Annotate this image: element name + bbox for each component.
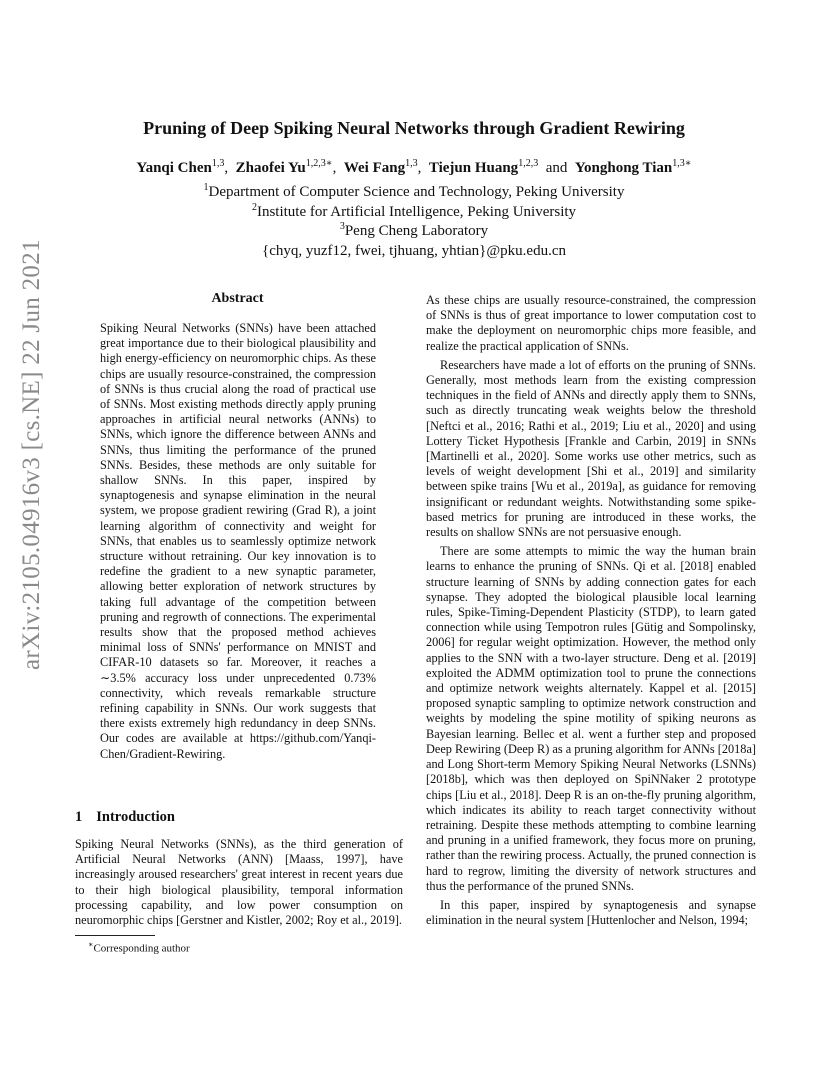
author-list (0, 158, 828, 177)
section-title: Introduction (96, 809, 175, 825)
footnote-text: Corresponding author (93, 942, 190, 955)
affiliation-text: Institute for Artificial Intelligence, Peking University (256, 204, 577, 220)
author-affiliation-marker: 1,3 (211, 158, 225, 169)
affiliation-marker: 2 (251, 202, 257, 213)
affiliation (0, 202, 828, 221)
section-number: 1 (75, 809, 83, 825)
body-paragraph: Researchers have made a lot of efforts on the pruning of SNNs. Generally, most methods learn from the existing compression techniques in the field of ANNs and directly apply them to SNNs, such as directly truncating weak weights below the threshold [Neftci et al., 2016; Rathi et al., 2019; Liu et al., 2020] and using Lottery Ticket Hypothesis [Frankle and Carbin, 2019] in SNNs [Martinelli et al., 2020]. Some works use other metrics, such as levels of weight development [Shi et al., 2019] and similarity between spike trains [Wu et al., 2019a], as guidance for removing insignificant or redundant weights. Notwithstanding some spike-based metrics for pruning are introduced in these works, the results on shallow SNNs are not persuasive enough. (426, 357, 756, 540)
author-name: Tiejun Huang (428, 160, 519, 176)
footnote-marker: ∗ (88, 940, 94, 949)
affiliation-marker: 1 (203, 182, 209, 193)
introduction-body (75, 837, 403, 928)
affiliation-text: Department of Computer Science and Technology, Peking University (208, 184, 625, 200)
author-name: Zhaofei Yu (235, 160, 306, 176)
section-heading (75, 809, 175, 826)
body-paragraph: In this paper, inspired by synaptogenesis and synapse elimination in the neural system [Huttenlocher and Nelson, 1994; (426, 897, 756, 928)
body-paragraph: As these chips are usually resource-constrained, the compression of SNNs is thus of great importance to lower computation cost to make the deployment on neuromorphic chips more feasible, and realize the practical application of SNNs. (426, 293, 756, 353)
author-affiliation-marker: 1,3∗ (672, 158, 692, 169)
author-emails: {chyq, yuzf12, fwei, tjhuang, yhtian}@pku.edu.cn (262, 243, 566, 259)
author-and: and (545, 160, 568, 176)
affiliation-marker: 3 (339, 221, 345, 232)
author-affiliation-marker: 1,2,3∗ (305, 158, 333, 169)
arxiv-identifier: arXiv:2105.04916v3 [cs.NE] 22 Jun 2021 (18, 239, 45, 670)
affiliation-text: Peng Cheng Laboratory (344, 223, 489, 239)
author-name: Wei Fang (343, 160, 406, 176)
affiliation (0, 221, 828, 240)
author-separator: , (332, 160, 337, 176)
author-separator: , (417, 160, 422, 176)
paper-title: Pruning of Deep Spiking Neural Networks through Gradient Rewiring (143, 118, 685, 138)
abstract-text: Spiking Neural Networks (SNNs) have been attached great importance due to their biological plausibility and high energy-efficiency on neuromorphic chips. As these chips are usually resource-constrained, the compression of SNNs is thus crucial along the road of practical use of SNNs. Most existing methods directly apply pruning approaches in artificial neural networks (ANNs) to SNNs, which ignore the difference between ANNs and SNNs, thus limiting the performance of the pruned SNNs. Besides, these methods are only suitable for shallow SNNs. In this paper, inspired by synaptogenesis and synapse elimination in the neural system, we propose gradient rewiring (Grad R), a joint learning algorithm of connectivity and weight for SNNs, that enables us to seamlessly optimize network structure without retraining. Our key innovation is to redefine the gradient to a new synaptic parameter, allowing better exploration of network structures by taking full advantage of the competition between pruning and regrowth of connections. The experimental results show that the proposed method achieves minimal loss of SNNs' performance on MNIST and CIFAR-10 datasets so far. Moreover, it reaches a ∼3.5% accuracy loss under unprecedented 0.73% connectivity, which reveals remarkable structure refining capability in SNNs. Our work suggests that there exists extremely high redundancy in deep SNNs. Our codes are available at https://github.com/Yanqi-Chen/Gradient-Rewiring. (100, 321, 376, 761)
author-name: Yonghong Tian (574, 160, 673, 176)
author-name: Yanqi Chen (136, 160, 212, 176)
footnote-rule (75, 935, 155, 936)
abstract-heading: Abstract (211, 291, 264, 306)
footnote (88, 940, 190, 955)
author-separator: , (224, 160, 229, 176)
author-affiliation-marker: 1,3 (405, 158, 418, 169)
right-column (426, 293, 756, 928)
body-paragraph: There are some attempts to mimic the way the human brain learns to enhance the pruning of SNNs. Qi et al. [2018] enabled structure learning of SNNs by adding connection gates for each synapse. They adopted the biological plausible local learning rules, Spike-Timing-Dependent Plasticity (STDP), to learn gated connection while using Tempotron rules [Gütig and Sompolinsky, 2006] for regular weight optimization. However, the method only applies to the SNN with a two-layer structure. Deng et al. [2019] exploited the ADMM optimization tool to prune the connections and optimize network weights alternately. Kappel et al. [2015] proposed synaptic sampling to optimize network construction and weights by modeling the spine motility of spiking neurons as Bayesian learning. Bellec et al. went a further step and proposed Deep Rewiring (Deep R) as a pruning algorithm for ANNs [2018a] and Long Short-term Memory Spiking Neural Networks (LSNNs) [2018b], which was then deployed on SpiNNaker 2 prototype chips [Liu et al., 2018]. Deep R is an on-the-fly pruning algorithm, which indicates its ability to reach target connectivity without retraining. Despite these methods attempting to combine learning and pruning in a unified framework, they focus more on pruning, rather than the rewiring process. Actually, the pruned connection is hard to regrow, limiting the diversity of network structures and thus the performance of the pruned SNNs. (426, 544, 756, 893)
author-affiliation-marker: 1,2,3 (518, 158, 539, 169)
abstract-body (100, 321, 376, 762)
body-paragraph: Spiking Neural Networks (SNNs), as the third generation of Artificial Neural Networks (ANN) [Maass, 1997], have increasingly aroused researchers' great interest in recent years due to their high biological plausibility, temporal information processing capability, and low power consumption on neuromorphic chips [Gerstner and Kistler, 2002; Roy et al., 2019]. (75, 837, 403, 928)
affiliation (0, 182, 828, 201)
